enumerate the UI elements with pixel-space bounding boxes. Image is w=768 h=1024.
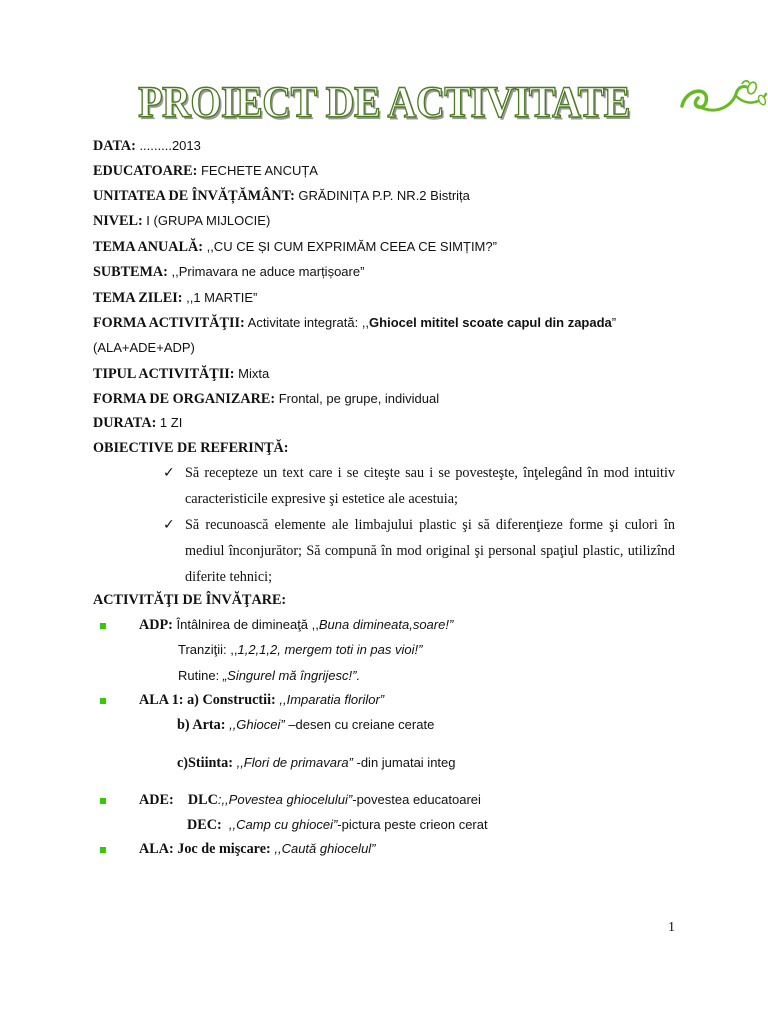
objective-text: Să recepteze un text care i se citeşte sau i se povesteşte, înţelegând în mod intuitiv caracteristicile expresive şi estetice ale acestuia; — [185, 465, 675, 507]
arta-line — [177, 716, 434, 734]
educatoare-line — [93, 162, 318, 180]
dec-line — [187, 816, 488, 834]
tema-anuala-value: ,,CU CE ȘI CUM EXPRIMĂM CEEA CE SIMȚIM?” — [202, 239, 497, 254]
ade-text: -povestea educatoarei — [352, 792, 481, 807]
tema-anuala-line — [93, 238, 497, 256]
adp-text: Întâlnirea de dimineaţă ,, — [172, 617, 319, 632]
stiinta-line — [177, 754, 456, 772]
ade-label: ADE: DLC — [139, 792, 218, 808]
data-label: DATA: — [93, 138, 136, 154]
objective-item — [163, 460, 675, 512]
forma-activitatii-value: Activitate integrată: ,, — [244, 315, 370, 330]
rutine-text: Rutine: — [178, 668, 223, 683]
objective-item — [163, 512, 675, 590]
arta-italic: ,,Ghiocei” — [225, 717, 285, 732]
checkmark-icon: ✓ — [163, 465, 175, 481]
tranzitii-line — [178, 641, 422, 659]
forma-activitatii-label: FORMA ACTIVITĂŢII: — [93, 315, 245, 331]
ala1-italic: ,,Imparatia florilor” — [275, 692, 385, 707]
green-square-bullet-icon — [100, 847, 106, 853]
tipul-line — [93, 365, 269, 383]
subtema-label: SUBTEMA: — [93, 264, 168, 280]
tema-zilei-line — [93, 289, 257, 307]
stiinta-text: -din jumatai integ — [352, 755, 456, 770]
stiinta-label: c)Stiinta: — [177, 755, 233, 771]
arta-label: b) Arta: — [177, 717, 226, 733]
rutine-line — [178, 667, 360, 685]
adp-line — [139, 616, 453, 634]
nivel-value: I (GRUPA MIJLOCIE) — [142, 213, 271, 228]
ala-joc-italic: ,,Caută ghiocelul” — [270, 841, 376, 856]
unitatea-value: GRĂDINIȚA P.P. NR.2 Bistrița — [294, 188, 470, 203]
dec-text: -pictura peste crieon cerat — [337, 817, 488, 832]
unitatea-line — [93, 187, 470, 205]
green-square-bullet-icon — [100, 798, 106, 804]
tranzitii-text: Tranziţii: ,, — [178, 642, 238, 657]
green-square-bullet-icon — [100, 623, 106, 629]
nivel-line — [93, 212, 270, 230]
forma-activitatii-line — [93, 314, 616, 332]
forma-activitatii-extra-line — [93, 339, 195, 357]
flower-swirl-icon — [676, 76, 768, 126]
stiinta-italic: ,,Flori de primavara” — [232, 755, 353, 770]
ala-joc-line — [139, 840, 376, 858]
dec-italic: ,,Camp cu ghiocei” — [221, 817, 338, 832]
adp-italic: Buna dimineata,soare!” — [318, 617, 454, 632]
data-value: .........2013 — [135, 138, 201, 153]
durata-value: 1 ZI — [156, 415, 183, 430]
subtema-value: ,,Primavara ne aduce marțișoare” — [167, 264, 365, 279]
activitati-heading — [93, 591, 286, 609]
educatoare-value: FECHETE ANCUȚA — [197, 163, 318, 178]
checkmark-icon: ✓ — [163, 517, 175, 533]
tema-zilei-value: ,,1 MARTIE” — [182, 290, 258, 305]
subtema-line — [93, 263, 364, 281]
activitati-label: ACTIVITĂŢI DE ÎNVĂŢARE: — [93, 592, 287, 608]
tema-zilei-label: TEMA ZILEI: — [93, 290, 183, 306]
green-square-bullet-icon — [100, 698, 106, 704]
forma-activitatii-title: Ghiocel mititel scoate capul din zapada — [369, 315, 612, 330]
organizare-line — [93, 390, 439, 408]
rutine-italic: „Singurel mă îngrijesc!”. — [222, 668, 361, 683]
tipul-value: Mixta — [234, 366, 270, 381]
dec-label: DEC: — [187, 817, 222, 833]
ade-line — [139, 791, 481, 809]
durata-line — [93, 414, 182, 432]
tema-anuala-label: TEMA ANUALĂ: — [93, 239, 203, 255]
ade-italic: :,,Povestea ghiocelului” — [217, 792, 353, 807]
unitatea-label: UNITATEA DE ÎNVĂȚĂMÂNT: — [93, 188, 295, 204]
organizare-label: FORMA DE ORGANIZARE: — [93, 391, 276, 407]
ala1-line — [139, 691, 384, 709]
data-line — [93, 137, 201, 155]
page-number: 1 — [668, 920, 675, 935]
organizare-value: Frontal, pe grupe, individual — [275, 391, 440, 406]
forma-activitatii-close: ” — [611, 315, 617, 330]
tipul-label: TIPUL ACTIVITĂŢII: — [93, 366, 235, 382]
nivel-label: NIVEL: — [93, 213, 143, 229]
tranzitii-italic: 1,2,1,2, mergem toti in pas vioi!” — [237, 642, 423, 657]
objective-text: Să recunoască elemente ale limbajului plastic şi să diferenţieze forme şi culori în mediul înconjurător; Să compună în mod original şi personal spaţiul plastic, utilizînd diferite tehnici; — [185, 517, 675, 585]
ala-joc-label: ALA: Joc de mişcare: — [139, 841, 271, 857]
adp-label: ADP: — [139, 617, 173, 633]
obiective-heading — [93, 439, 289, 457]
obiective-label: OBIECTIVE DE REFERINŢĂ: — [93, 440, 289, 456]
forma-activitatii-extra: (ALA+ADE+ADP) — [93, 340, 195, 355]
educatoare-label: EDUCATOARE: — [93, 163, 198, 179]
arta-text: –desen cu creiane cerate — [284, 717, 435, 732]
ala1-label: ALA 1: a) Constructii: — [139, 692, 276, 708]
page-title: PROIECT DE ACTIVITATE — [138, 76, 630, 127]
durata-label: DURATA: — [93, 415, 157, 431]
